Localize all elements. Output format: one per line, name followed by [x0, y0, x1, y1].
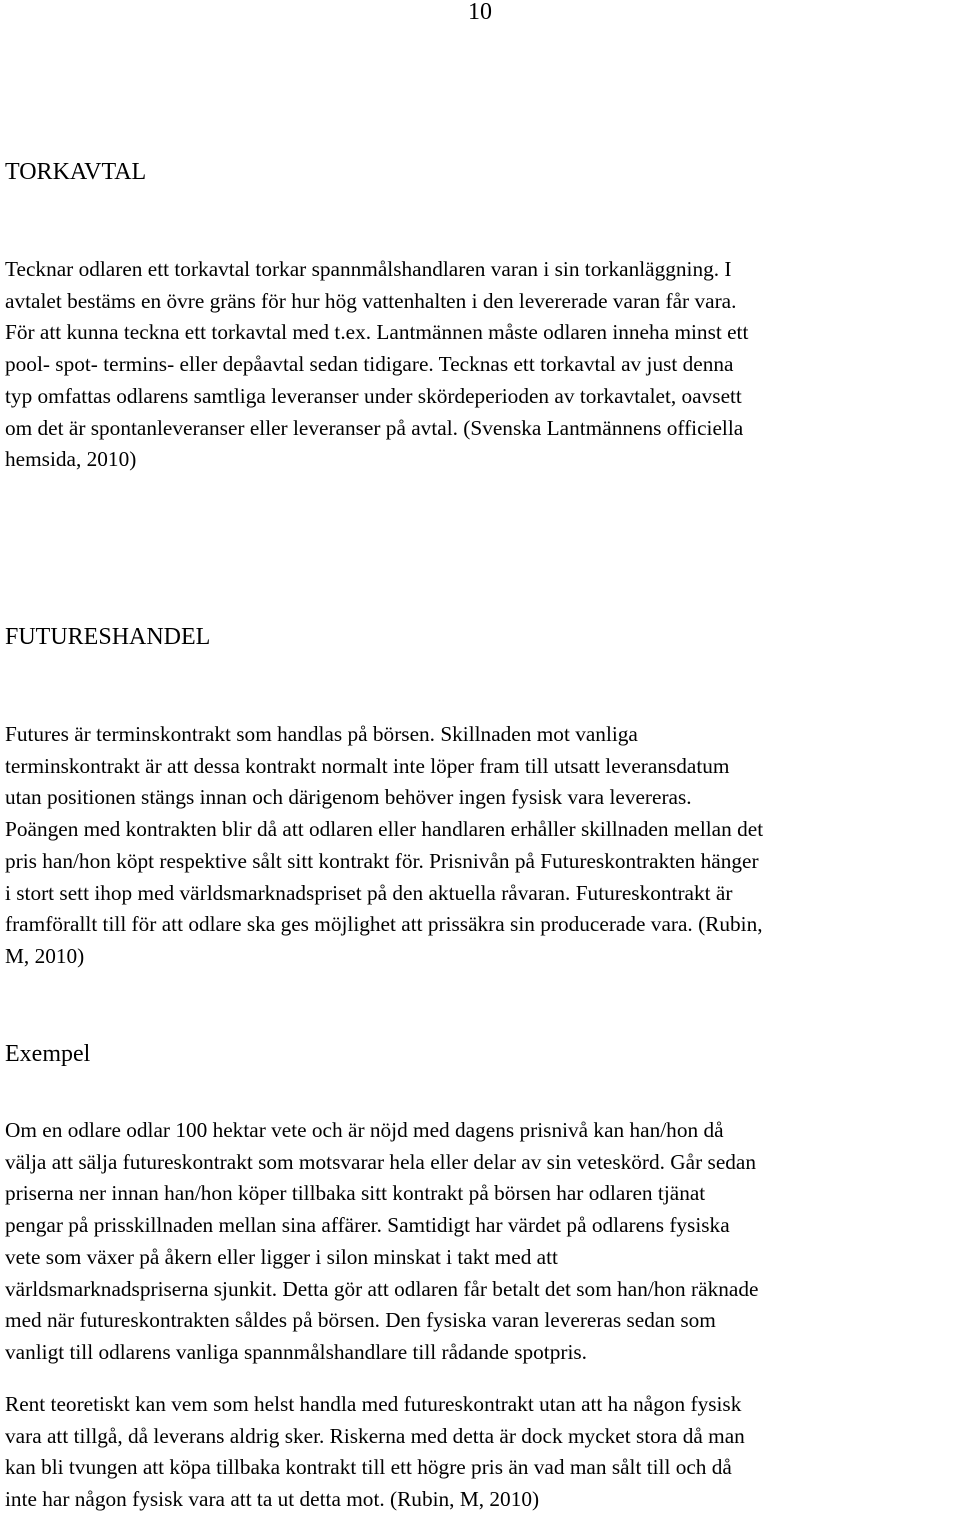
text-line: hemsida, 2010) — [5, 447, 137, 472]
text-line: inte har någon fysisk vara att ta ut detta mot. (Rubin, M, 2010) — [5, 1487, 540, 1512]
section-heading-torkavtal: TORKAVTAL — [5, 159, 147, 185]
text-line: välja att sälja futureskontrakt som motsvarar hela eller delar av sin veteskörd. Går sedan — [5, 1149, 757, 1174]
paragraph-exempel-1 — [5, 1115, 960, 1369]
text-line: Tecknar odlaren ett torkavtal torkar spannmålshandlaren varan i sin torkanläggning. I — [5, 257, 732, 281]
text-line: pengar på prisskillnaden mellan sina affärer. Samtidigt har värdet på odlarens fysiska — [5, 1213, 730, 1238]
text-line: pris han/hon köpt respektive sålt sitt kontrakt för. Prisnivån på Futureskontrakten hänger — [5, 848, 759, 873]
text-line: Poängen med kontrakten blir då att odlaren eller handlaren erhåller skillnaden mellan det — [5, 817, 764, 842]
text-line: om det är spontanleveranser eller leveranser på avtal. (Svenska Lantmännens officiella — [5, 415, 744, 440]
page-number: 10 — [468, 0, 492, 25]
text-line: vete som växer på åkern eller ligger i silon minskat i takt med att — [5, 1244, 558, 1269]
text-line: terminskontrakt är att dessa kontrakt normalt inte löper fram till utsatt leveransdatum — [5, 753, 730, 778]
text-line: Rent teoretiskt kan vem som helst handla med futureskontrakt utan att ha någon fysisk — [5, 1392, 742, 1416]
paragraph-exempel-2 — [5, 1389, 960, 1516]
text-line: vanligt till odlarens vanliga spannmålshandlare till rådande spotpris. — [5, 1339, 587, 1364]
text-line: framförallt till för att odlare ska ges möjlighet att prissäkra sin producerade vara. (Rubin, — [5, 912, 763, 937]
text-line: i stort sett ihop med världsmarknadspriset på den aktuella råvaran. Futureskontrakt är — [5, 880, 733, 905]
text-line: M, 2010) — [5, 943, 85, 968]
section-heading-futureshandel: FUTURESHANDEL — [5, 624, 211, 650]
text-line: världsmarknadspriserna sjunkit. Detta gör att odlaren får betalt det som han/hon räknade — [5, 1276, 759, 1301]
paragraph-futureshandel — [5, 719, 960, 973]
paragraph-torkavtal — [5, 254, 960, 476]
text-line: Om en odlare odlar 100 hektar vete och är nöjd med dagens prisnivå kan han/hon då — [5, 1118, 724, 1142]
text-line: med när futureskontrakten såldes på börsen. Den fysiska varan levereras sedan som — [5, 1308, 716, 1333]
text-line: vara att tillgå, då leverans aldrig sker. Riskerna med detta är dock mycket stora då man — [5, 1423, 745, 1448]
text-line: pool- spot- termins- eller depåavtal sedan tidigare. Tecknas ett torkavtal av just denna — [5, 352, 734, 377]
text-line: utan positionen stängs innan och därigenom behöver ingen fysisk vara levereras. — [5, 785, 692, 810]
text-line: För att kunna teckna ett torkavtal med t.ex. Lantmännen måste odlaren inneha minst ett — [5, 320, 749, 345]
text-line: Futures är terminskontrakt som handlas på börsen. Skillnaden mot vanliga — [5, 722, 638, 746]
text-line: typ omfattas odlarens samtliga leveranser under skördeperioden av torkavtalet, oavsett — [5, 383, 742, 408]
section-heading-exempel: Exempel — [5, 1041, 91, 1067]
text-line: priserna ner innan han/hon köper tillbaka sitt kontrakt på börsen har odlaren tjänat — [5, 1181, 706, 1206]
text-line: kan bli tvungen att köpa tillbaka kontrakt till ett högre pris än vad man sålt till och då — [5, 1455, 732, 1480]
text-line: avtalet bestäms en övre gräns för hur hög vattenhalten i den levererade varan får vara. — [5, 288, 737, 313]
